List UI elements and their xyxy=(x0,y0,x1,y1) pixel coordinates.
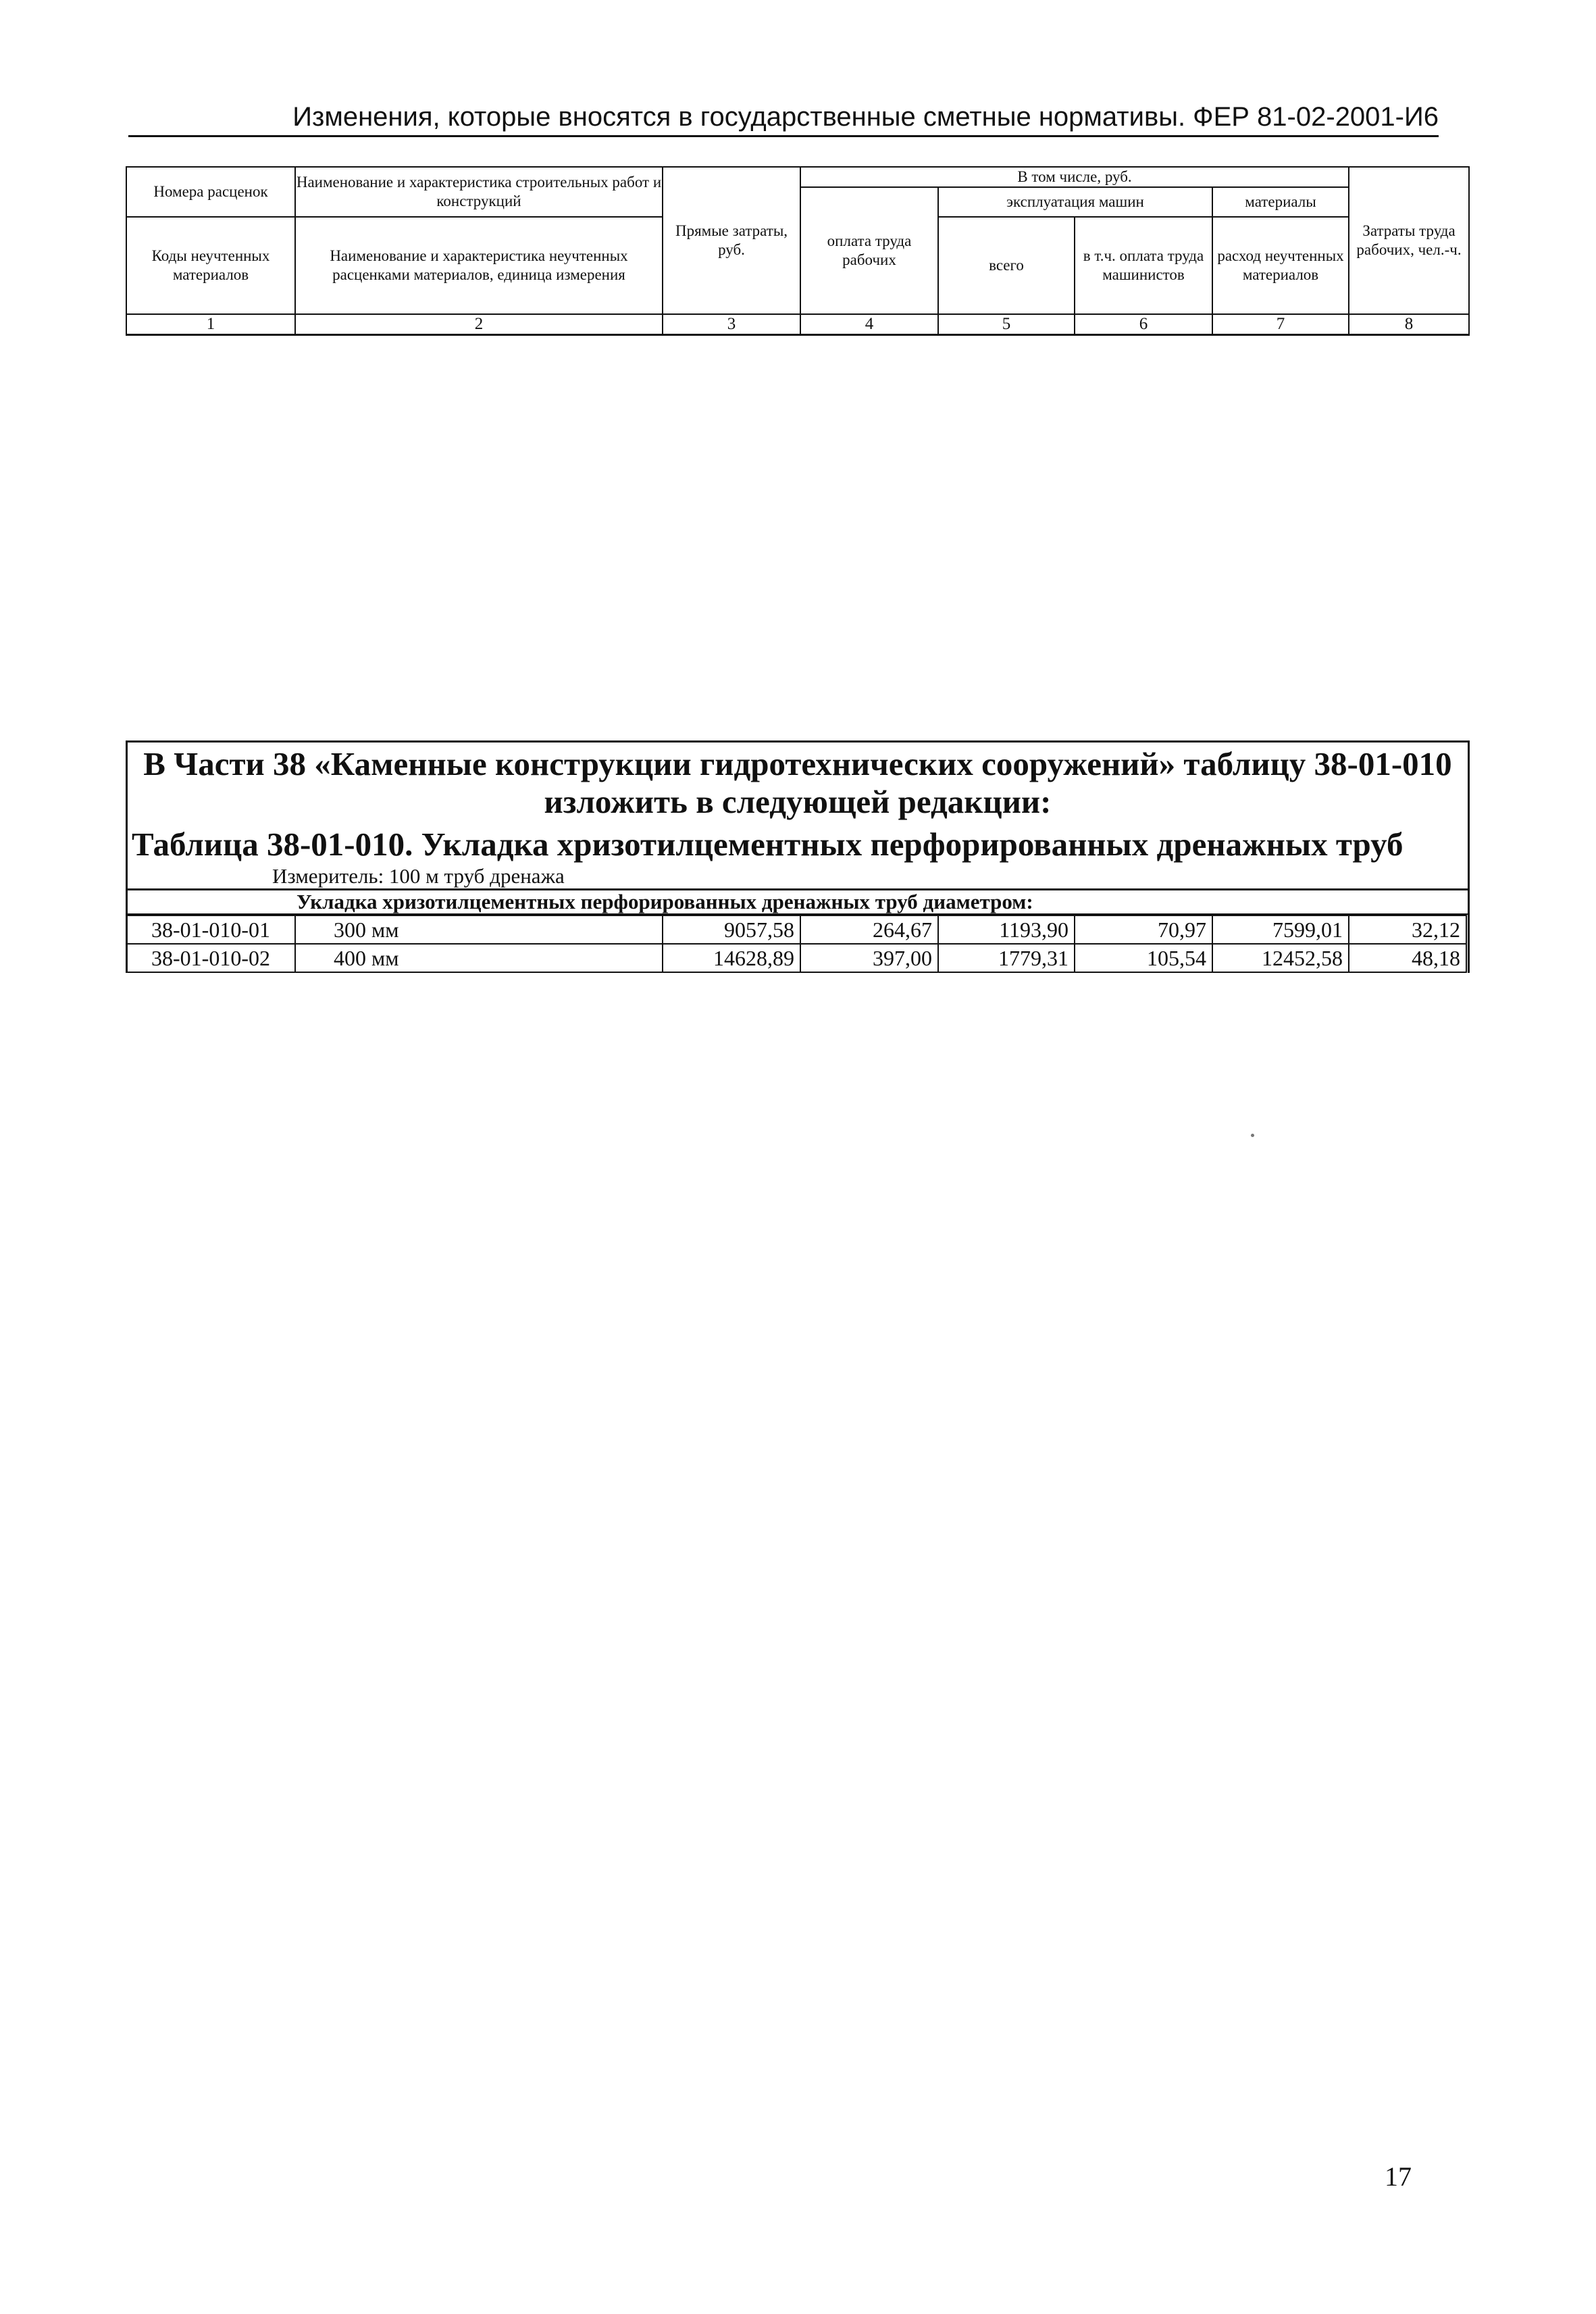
machinists-pay-value: 70,97 xyxy=(1075,915,1212,944)
header-unaccounted-materials: расход неучтенных материалов xyxy=(1212,217,1349,314)
column-number: 3 xyxy=(663,314,800,335)
rate-code: 38-01-010-01 xyxy=(126,915,295,944)
rate-code: 38-01-010-02 xyxy=(126,944,295,972)
machines-value: 1779,31 xyxy=(938,944,1075,972)
header-material-name: Наименование и характеристика неучтенных расценками материалов, единица измерения xyxy=(295,217,663,314)
header-direct-costs: Прямые затраты, руб. xyxy=(663,167,800,314)
materials-value: 12452,58 xyxy=(1212,944,1349,972)
column-number: 7 xyxy=(1212,314,1349,335)
page-number: 17 xyxy=(1385,2161,1412,2192)
direct-costs-value: 9057,58 xyxy=(663,915,800,944)
machines-value: 1193,90 xyxy=(938,915,1075,944)
workers-pay-value: 264,67 xyxy=(800,915,938,944)
table-caption: Таблица 38-01-010. Укладка хризотилцементных перфорированных дренажных труб xyxy=(132,826,1404,863)
column-number: 4 xyxy=(800,314,938,335)
header-including: В том числе, руб. xyxy=(800,167,1349,187)
scan-speck xyxy=(1251,1134,1254,1137)
table-row xyxy=(126,944,1466,972)
part-notice: В Части 38 «Каменные конструкции гидротехнических сооружений» таблицу 38-01-010 изложить в следующей редакции: xyxy=(143,745,1452,820)
header-work-name: Наименование и характеристика строительных работ и конструкций xyxy=(295,167,663,217)
header-machine-operation: эксплуатация машин xyxy=(938,187,1212,217)
column-number: 1 xyxy=(126,314,295,335)
header-rate-numbers: Номера расценок xyxy=(126,167,295,217)
column-number: 6 xyxy=(1075,314,1212,335)
amendment-block xyxy=(126,740,1470,973)
labor-costs-value: 32,12 xyxy=(1349,915,1466,944)
column-number: 8 xyxy=(1349,314,1469,335)
column-header-table xyxy=(126,166,1470,336)
labor-costs-value: 48,18 xyxy=(1349,944,1466,972)
header-rule xyxy=(128,135,1439,137)
header-materials: материалы xyxy=(1212,187,1349,217)
section-row: Укладка хризотилцементных перфорированных дренажных труб диаметром: xyxy=(128,890,1468,915)
table-row xyxy=(126,915,1466,944)
direct-costs-value: 14628,89 xyxy=(663,944,800,972)
rates-table xyxy=(126,915,1467,973)
header-machinists-pay: в т.ч. оплата труда машинистов xyxy=(1075,217,1212,314)
column-number: 2 xyxy=(295,314,663,335)
header-material-codes: Коды неучтенных материалов xyxy=(126,217,295,314)
header-labor-costs: Затраты труда рабочих, чел.-ч. xyxy=(1349,167,1469,314)
running-header: Изменения, которые вносятся в государственные сметные нормативы. ФЕР 81-02-2001-И6 xyxy=(292,102,1439,132)
machinists-pay-value: 105,54 xyxy=(1075,944,1212,972)
workers-pay-value: 397,00 xyxy=(800,944,938,972)
column-number: 5 xyxy=(938,314,1075,335)
rate-name: 300 мм xyxy=(295,915,663,944)
materials-value: 7599,01 xyxy=(1212,915,1349,944)
rate-name: 400 мм xyxy=(295,944,663,972)
unit-line: Измеритель: 100 м труб дренажа xyxy=(128,864,1468,890)
header-workers-pay: оплата труда рабочих xyxy=(800,187,938,314)
header-total: всего xyxy=(938,217,1075,314)
